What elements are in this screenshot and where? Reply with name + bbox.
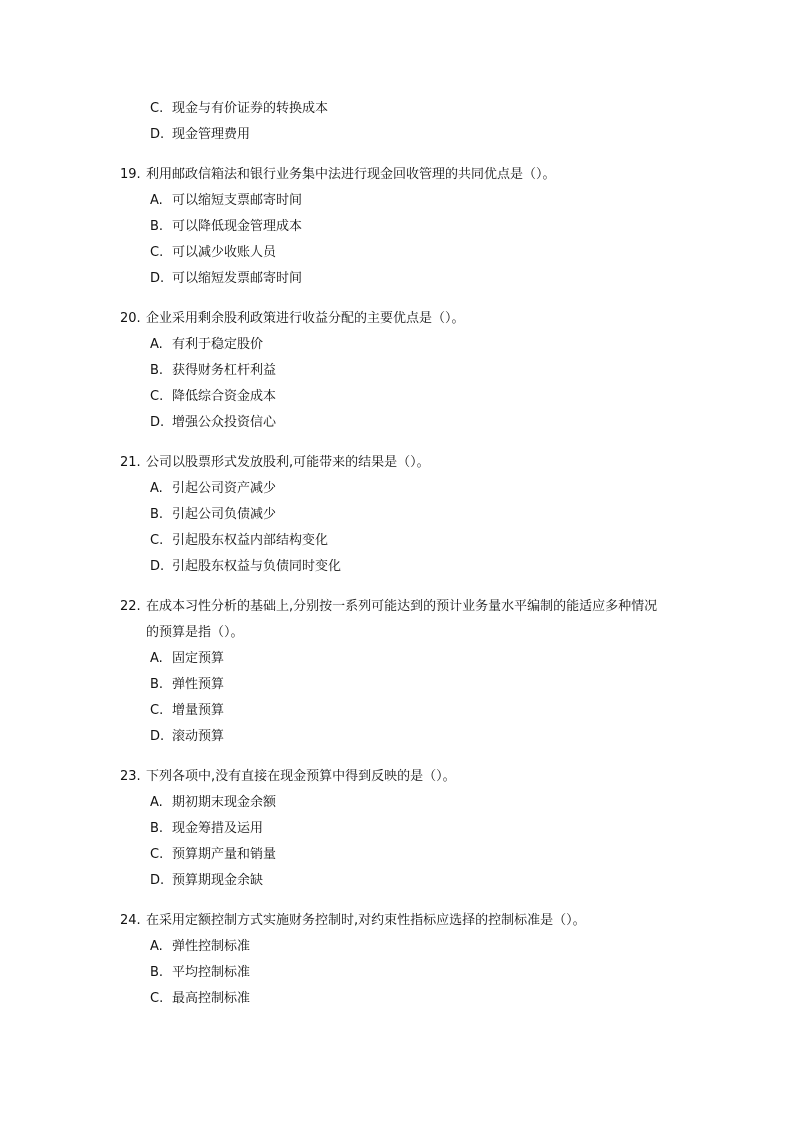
option-item (120, 528, 794, 554)
question-number: 19. (120, 167, 141, 182)
option-item (120, 188, 794, 214)
option-letter: C. (150, 703, 164, 718)
option-letter: A. (150, 337, 163, 352)
question-23 (120, 764, 794, 894)
option-letter: B. (150, 821, 164, 836)
option-item (120, 934, 794, 960)
question-stem (120, 594, 794, 646)
option-item (120, 476, 794, 502)
question-text: 下列各项中,没有直接在现金预算中得到反映的是（）。 (146, 769, 456, 784)
option-item (120, 842, 794, 868)
lead-options (120, 96, 794, 148)
option-letter: A. (150, 795, 163, 810)
option-text: 可以缩短支票邮寄时间 (172, 193, 303, 208)
option-text: 可以降低现金管理成本 (172, 219, 303, 234)
option-item (120, 214, 794, 240)
question-19 (120, 162, 794, 292)
question-21 (120, 450, 794, 580)
option-item (120, 410, 794, 436)
question-number: 22. (120, 599, 141, 614)
option-text: 现金管理费用 (172, 127, 251, 142)
option-letter: B. (150, 219, 164, 234)
option-text: 可以减少收账人员 (172, 245, 277, 260)
option-letter: C. (150, 991, 164, 1006)
option-letter: C. (150, 847, 164, 862)
option-text: 滚动预算 (172, 729, 225, 744)
option-letter: B. (150, 677, 164, 692)
option-text: 现金与有价证券的转换成本 (172, 101, 329, 116)
option-item (120, 122, 794, 148)
option-text: 引起公司负债减少 (172, 507, 277, 522)
option-letter: C. (150, 389, 164, 404)
option-item (120, 266, 794, 292)
question-stem (120, 450, 794, 476)
option-text: 引起公司资产减少 (172, 481, 277, 496)
question-number: 23. (120, 769, 141, 784)
question-number: 24. (120, 913, 141, 928)
option-item (120, 790, 794, 816)
option-text: 期初期末现金余额 (172, 795, 277, 810)
question-24 (120, 908, 794, 1012)
question-number: 21. (120, 455, 141, 470)
option-text: 引起股东权益与负债同时变化 (172, 559, 342, 574)
option-item (120, 502, 794, 528)
question-text: 在成本习性分析的基础上,分别按一系列可能达到的预计业务量水平编制的能适应多种情况的预算是指（）。 (146, 599, 658, 640)
question-22 (120, 594, 794, 750)
option-text: 引起股东权益内部结构变化 (172, 533, 329, 548)
option-letter: A. (150, 651, 163, 666)
option-text: 现金筹措及运用 (172, 821, 264, 836)
option-item (120, 724, 794, 750)
option-item (120, 816, 794, 842)
question-text: 企业采用剩余股利政策进行收益分配的主要优点是（）。 (146, 311, 465, 326)
option-letter: D. (150, 127, 165, 142)
question-stem (120, 764, 794, 790)
option-item (120, 672, 794, 698)
option-letter: C. (150, 101, 164, 116)
option-item (120, 96, 794, 122)
option-text: 降低综合资金成本 (172, 389, 277, 404)
option-letter: D. (150, 873, 165, 888)
option-letter: D. (150, 729, 165, 744)
option-letter: D. (150, 559, 165, 574)
option-letter: B. (150, 507, 164, 522)
question-20 (120, 306, 794, 436)
option-text: 有利于稳定股价 (172, 337, 264, 352)
option-letter: D. (150, 271, 165, 286)
question-stem (120, 306, 794, 332)
option-text: 弹性预算 (172, 677, 225, 692)
option-text: 获得财务杠杆利益 (172, 363, 277, 378)
option-letter: A. (150, 939, 163, 954)
question-text: 公司以股票形式发放股利,可能带来的结果是（）。 (146, 455, 430, 470)
option-text: 固定预算 (172, 651, 225, 666)
option-item (120, 240, 794, 266)
option-item (120, 868, 794, 894)
option-text: 预算期产量和销量 (172, 847, 277, 862)
option-item (120, 554, 794, 580)
option-letter: A. (150, 193, 163, 208)
option-letter: D. (150, 415, 165, 430)
option-text: 可以缩短发票邮寄时间 (172, 271, 303, 286)
option-text: 弹性控制标准 (172, 939, 251, 954)
option-item (120, 986, 794, 1012)
option-letter: B. (150, 965, 164, 980)
option-item (120, 698, 794, 724)
question-number: 20. (120, 311, 141, 326)
option-text: 预算期现金余缺 (172, 873, 264, 888)
option-item (120, 332, 794, 358)
option-text: 最高控制标准 (172, 991, 251, 1006)
option-item (120, 960, 794, 986)
question-text: 在采用定额控制方式实施财务控制时,对约束性指标应选择的控制标准是（）。 (146, 913, 586, 928)
option-item (120, 646, 794, 672)
option-text: 平均控制标准 (172, 965, 251, 980)
option-text: 增量预算 (172, 703, 225, 718)
option-item (120, 358, 794, 384)
option-letter: A. (150, 481, 163, 496)
question-stem (120, 908, 794, 934)
option-letter: C. (150, 533, 164, 548)
question-text: 利用邮政信箱法和银行业务集中法进行现金回收管理的共同优点是（）。 (146, 167, 556, 182)
question-stem (120, 162, 794, 188)
option-letter: C. (150, 245, 164, 260)
option-item (120, 384, 794, 410)
option-text: 增强公众投资信心 (172, 415, 277, 430)
option-letter: B. (150, 363, 164, 378)
